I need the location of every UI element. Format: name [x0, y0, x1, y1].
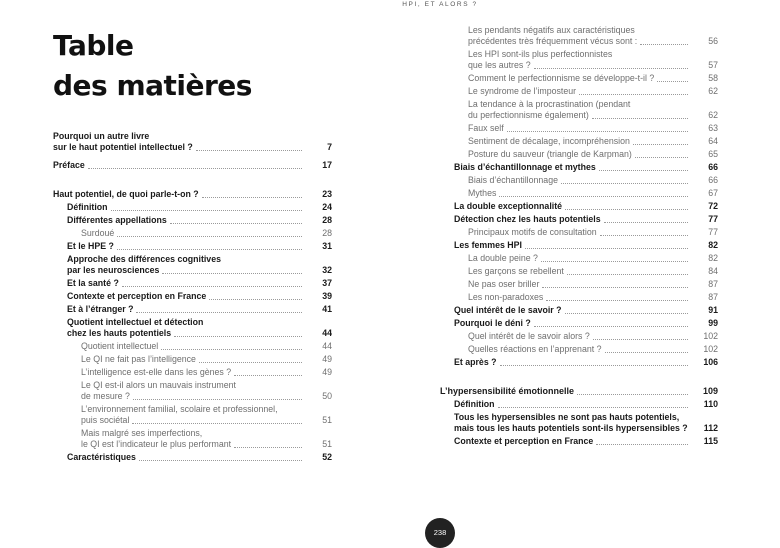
toc-entry-page: 67 — [708, 188, 718, 198]
toc-entry-line: Définition — [454, 399, 495, 409]
toc-entry-title — [67, 278, 332, 289]
toc-entry-line: Définition — [67, 202, 108, 212]
toc-entry-title — [454, 436, 718, 447]
toc-entry-title — [81, 228, 332, 239]
toc-entry — [440, 318, 718, 329]
dot-leader — [604, 222, 688, 223]
toc-entry-page: 109 — [702, 386, 718, 396]
title-line-2: des matières — [53, 69, 252, 102]
toc-entry-title — [468, 266, 718, 277]
toc-entry-title — [454, 201, 718, 212]
toc-entry-title — [440, 386, 718, 397]
toc-entry-line: Tous les hypersensibles ne sont pas hauts potentiels, — [454, 412, 680, 422]
toc-entry-title — [81, 354, 332, 365]
toc-entry-line: Sentiment de décalage, incompréhension — [468, 136, 630, 146]
toc-entry — [440, 253, 718, 264]
toc-entry — [440, 292, 718, 303]
toc-entry-line: Principaux motifs de consultation — [468, 227, 597, 237]
toc-entry-line: Les garçons se rebellent — [468, 266, 564, 276]
running-head: HPI, ET ALORS ? — [402, 1, 478, 8]
toc-entry-line: Le syndrome de l’imposteur — [468, 86, 577, 96]
toc-entry-page: 72 — [708, 201, 718, 211]
toc-entry — [440, 162, 718, 173]
dot-leader — [605, 352, 688, 353]
toc-entry — [440, 123, 718, 134]
dot-leader — [133, 399, 302, 400]
dot-leader — [162, 273, 302, 274]
title-line-1: Table — [53, 29, 134, 62]
toc-entry-line: par les neurosciences — [67, 265, 160, 275]
toc-entry-line: Quotient intellectuel et détection — [67, 317, 204, 327]
page-title — [53, 26, 252, 106]
toc-entry — [440, 266, 718, 277]
toc-entry-line: chez les hauts potentiels — [67, 328, 172, 338]
toc-entry-line: Les femmes HPI — [454, 240, 522, 250]
toc-entry-title — [468, 123, 718, 134]
dot-leader — [534, 326, 688, 327]
dot-leader — [500, 365, 688, 366]
toc-entry-line: Le QI est-il alors un mauvais instrument — [81, 380, 236, 390]
toc-entry — [53, 341, 332, 352]
toc-entry-line: Quel intérêt de le savoir alors ? — [468, 331, 590, 341]
toc-entry-page: 64 — [708, 136, 718, 146]
toc-entry-title — [67, 304, 332, 315]
toc-entry — [440, 240, 718, 251]
toc-entry — [440, 344, 718, 355]
toc-entry-title — [81, 367, 332, 378]
dot-leader — [122, 286, 302, 287]
dot-leader — [567, 274, 688, 275]
toc-entry-title — [454, 412, 718, 434]
toc-entry-title — [468, 331, 718, 342]
toc-entry-line: Quel intérêt de le savoir ? — [454, 305, 562, 315]
toc-entry — [53, 160, 332, 171]
toc-left-column — [53, 131, 332, 463]
toc-entry-line: précédentes très fréquemment vécus sont : — [468, 36, 638, 46]
toc-entry-page: 77 — [708, 214, 718, 224]
dot-leader — [196, 150, 302, 151]
toc-entry — [440, 49, 718, 71]
dot-leader — [161, 349, 302, 350]
toc-right-column — [440, 25, 718, 447]
toc-entry-title — [468, 279, 718, 290]
toc-entry — [440, 386, 718, 397]
dot-leader — [579, 94, 688, 95]
toc-entry-page: 37 — [322, 278, 332, 288]
dot-leader — [202, 197, 302, 198]
toc-entry-page: 102 — [703, 331, 718, 341]
toc-entry — [53, 380, 332, 402]
toc-entry-page: 52 — [322, 452, 332, 462]
dot-leader — [534, 68, 688, 69]
toc-entry-title — [67, 241, 332, 252]
toc-entry-line: Mais malgré ses imperfections, — [81, 428, 203, 438]
toc-entry — [440, 331, 718, 342]
toc-entry — [53, 202, 332, 213]
toc-entry-line: Les pendants négatifs aux caractéristiques — [468, 25, 635, 35]
toc-entry-page: 112 — [703, 423, 718, 433]
dot-leader — [170, 223, 302, 224]
toc-entry-line: Approche des différences cognitives — [67, 254, 221, 264]
dot-leader — [132, 423, 302, 424]
toc-entry-page: 17 — [322, 160, 332, 170]
dot-leader — [640, 44, 688, 45]
toc-entry-line: Et le HPE ? — [67, 241, 114, 251]
toc-entry — [53, 304, 332, 315]
toc-entry — [53, 404, 332, 426]
toc-entry — [440, 399, 718, 410]
toc-entry-page: 39 — [322, 291, 332, 301]
toc-entry-line: Haut potentiel, de quoi parle-t-on ? — [53, 189, 199, 199]
toc-entry-line: L’environnement familial, scolaire et professionnel, — [81, 404, 278, 414]
toc-entry-line: Quelles réactions en l’apprenant ? — [468, 344, 602, 354]
toc-entry-page: 44 — [322, 328, 332, 338]
toc-entry — [440, 201, 718, 212]
toc-entry-title — [468, 149, 718, 160]
toc-entry — [440, 86, 718, 97]
toc-entry-title — [468, 227, 718, 238]
toc-entry — [53, 228, 332, 239]
toc-entry-page: 63 — [708, 123, 718, 133]
toc-entry-title — [454, 162, 718, 173]
dot-leader — [565, 209, 688, 210]
toc-entry-title — [454, 240, 718, 251]
toc-entry-title — [67, 291, 332, 302]
toc-entry — [440, 305, 718, 316]
toc-entry — [53, 452, 332, 463]
toc-entry — [53, 254, 332, 276]
toc-entry-line: L’intelligence est-elle dans les gènes ? — [81, 367, 232, 377]
toc-entry-line: puis sociétal — [81, 415, 130, 425]
toc-entry-title — [454, 305, 718, 316]
dot-leader — [546, 300, 688, 301]
page-number-badge: 238 — [425, 518, 455, 548]
toc-entry-page: 41 — [322, 304, 332, 314]
toc-entry — [440, 136, 718, 147]
toc-entry — [53, 428, 332, 450]
dot-leader — [596, 444, 688, 445]
toc-entry-page: 65 — [708, 149, 718, 159]
toc-entry-page: 87 — [708, 279, 718, 289]
toc-entry — [440, 357, 718, 368]
toc-entry-page: 115 — [703, 436, 718, 446]
dot-leader — [657, 81, 688, 82]
toc-entry-title — [67, 202, 332, 213]
toc-entry-title — [67, 452, 332, 463]
toc-entry-page: 82 — [708, 240, 718, 250]
dot-leader — [635, 157, 688, 158]
toc-entry-line: que les autres ? — [468, 60, 531, 70]
dot-leader — [565, 313, 688, 314]
toc-entry-line: Mythes — [468, 188, 497, 198]
dot-leader — [599, 170, 688, 171]
toc-entry-page: 24 — [322, 202, 332, 212]
dot-leader — [541, 261, 688, 262]
toc-entry-page: 57 — [708, 60, 718, 70]
toc-entry-page: 32 — [322, 265, 332, 275]
toc-entry-page: 49 — [322, 354, 332, 364]
toc-entry-page: 44 — [322, 341, 332, 351]
toc-entry — [53, 367, 332, 378]
toc-entry-line: La double peine ? — [468, 253, 538, 263]
dot-leader — [234, 375, 302, 376]
toc-entry-title — [53, 189, 332, 200]
dot-leader — [592, 118, 688, 119]
dot-leader — [139, 460, 302, 461]
toc-entry-page: 91 — [708, 305, 718, 315]
toc-entry — [440, 279, 718, 290]
toc-entry — [53, 189, 332, 200]
dot-leader — [174, 336, 302, 337]
toc-entry-page: 7 — [327, 142, 332, 152]
toc-entry-line: le QI est l’indicateur le plus performant — [81, 439, 232, 449]
dot-leader — [577, 394, 688, 395]
toc-entry-page: 66 — [708, 162, 718, 172]
toc-entry — [53, 278, 332, 289]
toc-entry-line: Différentes appellations — [67, 215, 167, 225]
toc-entry — [440, 436, 718, 447]
toc-entry — [53, 241, 332, 252]
dot-leader — [234, 447, 302, 448]
toc-entry — [53, 354, 332, 365]
toc-entry — [440, 188, 718, 199]
toc-entry-line: Contexte et perception en France — [454, 436, 594, 446]
dot-leader — [593, 339, 688, 340]
toc-entry-line: Les HPI sont-ils plus perfectionnistes — [468, 49, 613, 59]
toc-entry — [440, 99, 718, 121]
toc-entry-title — [468, 136, 718, 147]
toc-entry-line: La tendance à la procrastination (pendant — [468, 99, 631, 109]
toc-entry-page: 62 — [708, 110, 718, 120]
toc-entry-line: Préface — [53, 160, 85, 170]
dot-leader — [209, 299, 302, 300]
toc-entry-line: Ne pas oser briller — [468, 279, 540, 289]
toc-entry-line: Posture du sauveur (triangle de Karpman) — [468, 149, 632, 159]
toc-entry — [53, 131, 332, 153]
toc-entry-page: 23 — [322, 189, 332, 199]
dot-leader — [117, 249, 302, 250]
toc-entry-title — [67, 215, 332, 226]
dot-leader — [507, 131, 688, 132]
toc-entry — [440, 175, 718, 186]
toc-entry-line: de mesure ? — [81, 391, 130, 401]
toc-entry-title — [468, 73, 718, 84]
toc-entry-line: Pourquoi le déni ? — [454, 318, 531, 328]
toc-entry-line: Le QI ne fait pas l’intelligence — [81, 354, 196, 364]
toc-entry — [53, 291, 332, 302]
toc-entry-title — [454, 214, 718, 225]
toc-entry-line: mais tous les hauts potentiels sont-ils hypersensibles ? — [454, 423, 688, 433]
toc-entry-line: Quotient intellectuel — [81, 341, 159, 351]
toc-entry-page: 51 — [322, 415, 332, 425]
toc-entry-page: 106 — [703, 357, 718, 367]
toc-entry-title — [454, 318, 718, 329]
toc-entry-page: 87 — [708, 292, 718, 302]
dot-leader — [136, 312, 302, 313]
toc-entry-line: Détection chez les hauts potentiels — [454, 214, 601, 224]
dot-leader — [561, 183, 688, 184]
toc-entry-page: 99 — [708, 318, 718, 328]
dot-leader — [600, 235, 688, 236]
dot-leader — [498, 407, 688, 408]
toc-entry-page: 56 — [708, 36, 718, 46]
toc-entry-line: Faux self — [468, 123, 504, 133]
toc-entry-title — [468, 175, 718, 186]
toc-entry-page: 62 — [708, 86, 718, 96]
toc-entry-line: Et la santé ? — [67, 278, 119, 288]
toc-entry-page: 28 — [322, 228, 332, 238]
toc-entry-line: Les non-paradoxes — [468, 292, 544, 302]
toc-entry-line: Contexte et perception en France — [67, 291, 207, 301]
dot-leader — [633, 144, 688, 145]
toc-entry-line: Biais d’échantillonnage — [468, 175, 558, 185]
toc-entry-line: Pourquoi un autre livre — [53, 131, 150, 141]
toc-entry — [440, 214, 718, 225]
dot-leader — [525, 248, 688, 249]
toc-entry-page: 50 — [322, 391, 332, 401]
toc-entry-title — [468, 188, 718, 199]
toc-entry-line: Et après ? — [454, 357, 497, 367]
toc-entry — [440, 412, 718, 434]
toc-entry — [440, 227, 718, 238]
dot-leader — [111, 210, 302, 211]
toc-entry-page: 110 — [703, 399, 718, 409]
toc-entry — [440, 149, 718, 160]
toc-entry-line: Caractéristiques — [67, 452, 136, 462]
toc-entry-page: 28 — [322, 215, 332, 225]
toc-entry-title — [53, 160, 332, 171]
toc-entry — [440, 25, 718, 47]
toc-entry-line: Comment le perfectionnisme se développe-t-il ? — [468, 73, 655, 83]
toc-entry-page: 82 — [708, 253, 718, 263]
toc-entry-page: 49 — [322, 367, 332, 377]
toc-entry-page: 51 — [322, 439, 332, 449]
toc-entry-title — [468, 344, 718, 355]
toc-entry-title — [468, 253, 718, 264]
dot-leader — [88, 168, 302, 169]
toc-entry-page: 84 — [708, 266, 718, 276]
toc-entry-line: sur le haut potentiel intellectuel ? — [53, 142, 193, 152]
toc-entry-page: 58 — [708, 73, 718, 83]
toc-entry-page: 66 — [708, 175, 718, 185]
toc-entry-page: 102 — [703, 344, 718, 354]
toc-entry-line: Et à l’étranger ? — [67, 304, 134, 314]
toc-entry-line: du perfectionnisme également) — [468, 110, 589, 120]
toc-entry-title — [468, 86, 718, 97]
toc-entry-title — [454, 399, 718, 410]
toc-entry-line: La double exceptionnalité — [454, 201, 563, 211]
toc-entry-page: 31 — [322, 241, 332, 251]
toc-entry — [53, 215, 332, 226]
toc-entry-page: 77 — [708, 227, 718, 237]
dot-leader — [117, 236, 302, 237]
dot-leader — [499, 196, 688, 197]
dot-leader — [542, 287, 688, 288]
toc-entry — [440, 73, 718, 84]
toc-entry-title — [454, 357, 718, 368]
toc-entry-title — [468, 292, 718, 303]
toc-entry-line: Biais d’échantillonnage et mythes — [454, 162, 596, 172]
toc-entry-line: Surdoué — [81, 228, 115, 238]
dot-leader — [199, 362, 302, 363]
toc-entry — [53, 317, 332, 339]
toc-entry-title — [81, 341, 332, 352]
toc-entry-line: L’hypersensibilité émotionnelle — [440, 386, 575, 396]
